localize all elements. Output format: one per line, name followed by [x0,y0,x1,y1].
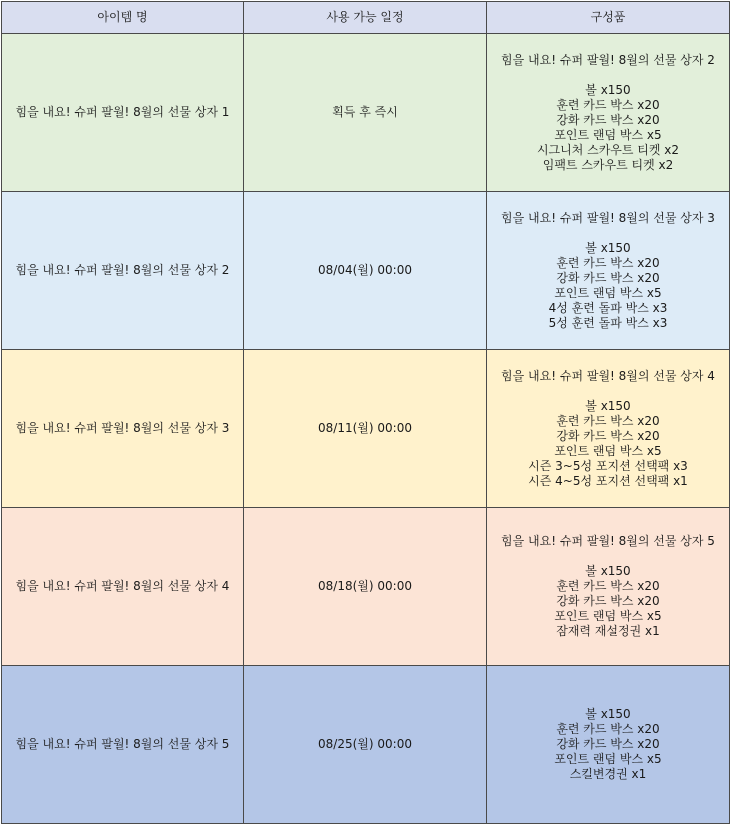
item-name-cell: 힘을 내요! 슈퍼 팔월! 8월의 선물 상자 1 [2,34,244,192]
contents-item: 강화 카드 박스 x20 [556,594,660,608]
schedule-cell: 08/11(월) 00:00 [244,350,487,508]
contents-item: 포인트 랜덤 박스 x5 [554,443,662,458]
spacer [491,226,725,241]
contents-item: 볼 x150 [585,398,631,413]
schedule-cell: 08/04(월) 00:00 [244,192,487,350]
schedule-cell: 08/18(월) 00:00 [244,508,487,666]
contents-item: 볼 x150 [585,564,631,578]
header-contents: 구성품 [487,2,730,34]
contents-cell [487,666,730,824]
header-item-name: 아이템 명 [2,2,244,34]
contents-cell [487,508,730,666]
contents-item: 시즌 3~5성 포지션 선택팩 x3 [528,458,688,473]
contents-item: 임팩트 스카우트 티켓 x2 [542,157,674,172]
item-name-cell: 힘을 내요! 슈퍼 팔월! 8월의 선물 상자 5 [2,666,244,824]
next-box-name: 힘을 내요! 슈퍼 팔월! 8월의 선물 상자 3 [501,210,715,225]
contents-cell [487,350,730,508]
schedule-cell: 획득 후 즉시 [244,34,487,192]
spacer [491,549,725,564]
contents-item: 4성 훈련 돌파 박스 x3 [548,300,668,315]
gift-box-schedule [1,1,730,824]
table-row [2,34,730,192]
schedule-cell: 08/25(월) 00:00 [244,666,487,824]
contents-item: 시즌 4~5성 포지션 선택팩 x1 [528,473,688,488]
contents-item: 스킬변경권 x1 [569,767,647,781]
table-row [2,350,730,508]
next-box-name: 힘을 내요! 슈퍼 팔월! 8월의 선물 상자 4 [501,368,715,383]
contents-item: 훈련 카드 박스 x20 [556,722,660,736]
contents-item: 훈련 카드 박스 x20 [556,579,660,593]
contents-item: 훈련 카드 박스 x20 [556,97,660,112]
contents-item: 볼 x150 [585,707,631,721]
contents-item: 5성 훈련 돌파 박스 x3 [548,315,668,330]
next-box-name: 힘을 내요! 슈퍼 팔월! 8월의 선물 상자 2 [501,52,715,67]
contents-item: 잠재력 재설정권 x1 [556,624,660,638]
contents-item: 강화 카드 박스 x20 [556,270,660,285]
contents-item: 포인트 랜덤 박스 x5 [554,609,662,623]
contents-item: 강화 카드 박스 x20 [556,737,660,751]
table-row [2,192,730,350]
contents-item: 포인트 랜덤 박스 x5 [554,285,662,300]
table-row [2,508,730,666]
header-row [2,2,730,34]
contents-item: 볼 x150 [585,82,631,97]
spacer [491,384,725,399]
header-schedule: 사용 가능 일정 [244,2,487,34]
item-name-cell: 힘을 내요! 슈퍼 팔월! 8월의 선물 상자 2 [2,192,244,350]
contents-cell [487,192,730,350]
contents-item: 훈련 카드 박스 x20 [556,255,660,270]
contents-item: 포인트 랜덤 박스 x5 [554,127,662,142]
next-box-name: 힘을 내요! 슈퍼 팔월! 8월의 선물 상자 5 [501,534,715,548]
spacer [491,68,725,83]
contents-item: 강화 카드 박스 x20 [556,112,660,127]
contents-item: 훈련 카드 박스 x20 [556,413,660,428]
contents-cell [487,34,730,192]
contents-item: 볼 x150 [585,240,631,255]
contents-item: 시그니처 스카우트 티켓 x2 [536,142,680,157]
contents-item: 강화 카드 박스 x20 [556,428,660,443]
gift-box-table [1,1,730,824]
item-name-cell: 힘을 내요! 슈퍼 팔월! 8월의 선물 상자 4 [2,508,244,666]
table-row [2,666,730,824]
contents-item: 포인트 랜덤 박스 x5 [554,752,662,766]
item-name-cell: 힘을 내요! 슈퍼 팔월! 8월의 선물 상자 3 [2,350,244,508]
